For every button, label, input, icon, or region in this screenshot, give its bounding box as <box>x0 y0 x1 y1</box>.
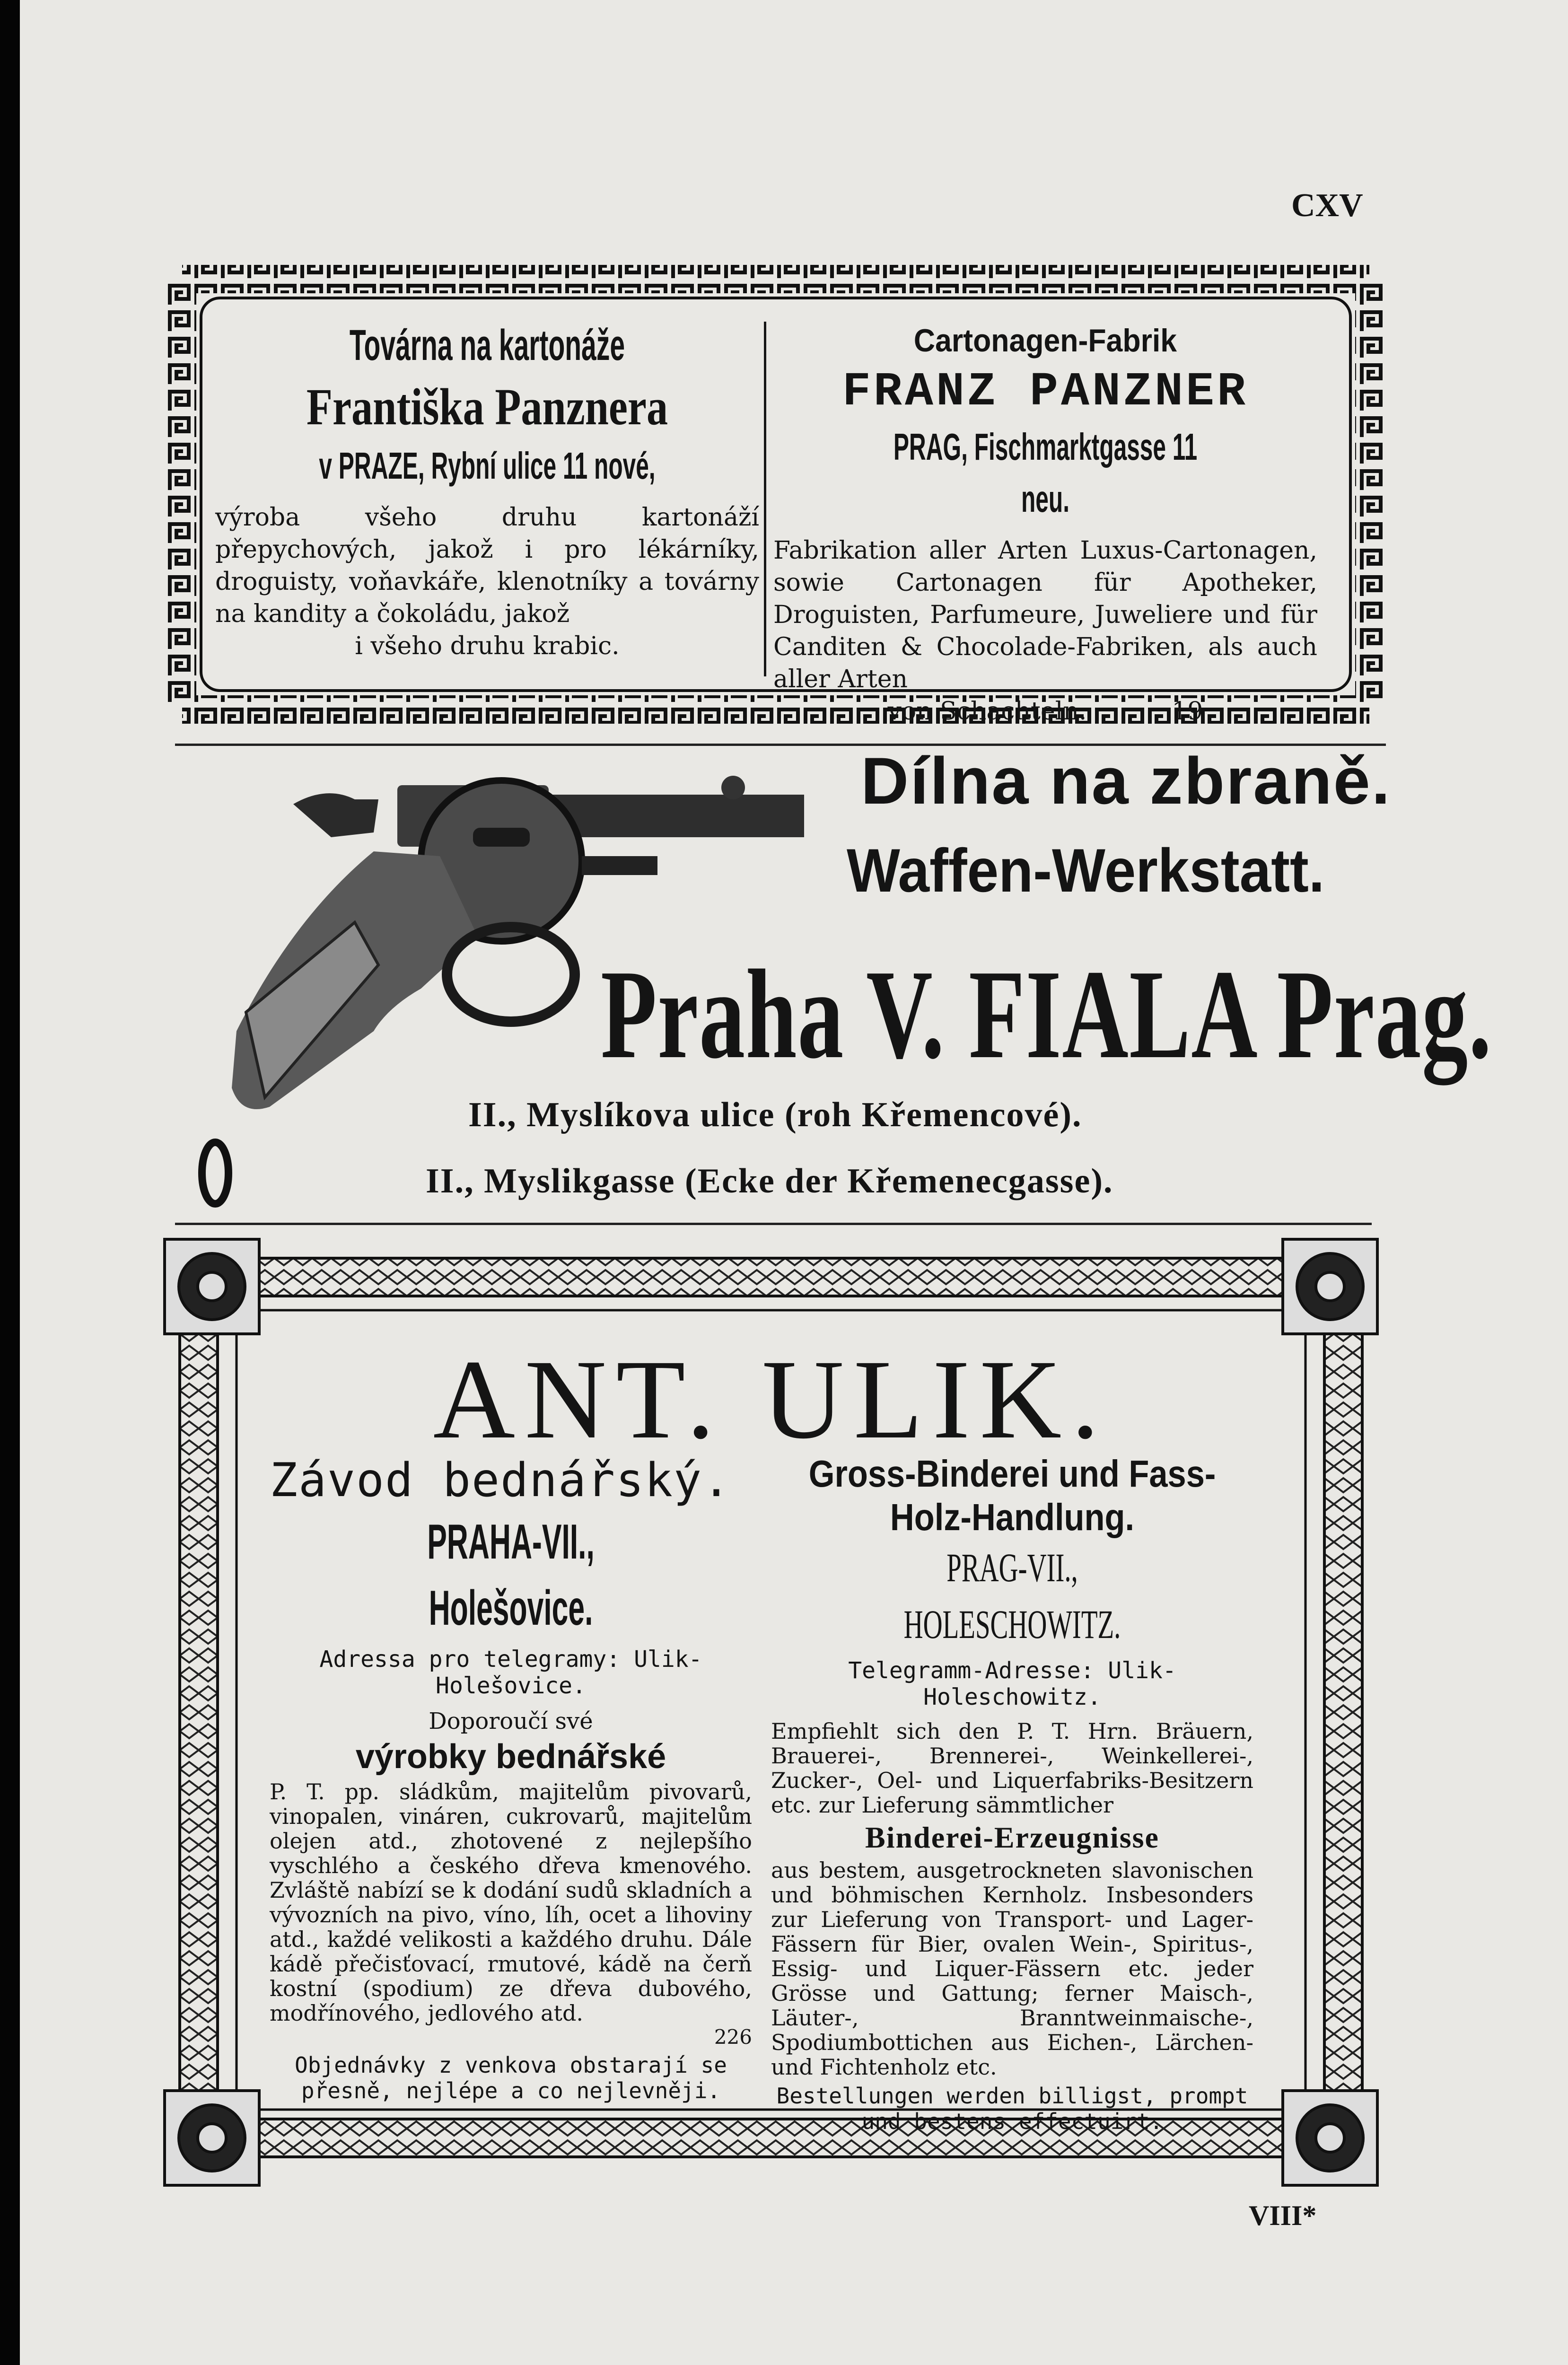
ad1-cz-body-end: i všeho druhu krabic. <box>355 632 620 660</box>
ad3-name: ANT. ULIK. <box>433 1336 1109 1462</box>
ad1-cz-body <box>215 501 759 662</box>
ad1-cz-address: v PRAZE, Rybní ulice 11 nové, <box>319 445 656 487</box>
ad3-cz-telegram: Adressa pro telegramy: Ulik-Holešovice. <box>319 1646 702 1699</box>
ad3-cz-number: 226 <box>714 2025 752 2049</box>
ad1-number: 19 <box>1172 697 1203 726</box>
ad3-de-body: aus bestem, ausgetrockneten slavonischen und böhmischen Kernholz. Insbesonders zur Lieferung von Transport- und Lager-Fässern für Bier, ovalen Wein-, Spiritus-, Essig- und Liquer-Fässern etc. jeder Grösse und Gattung; ferner Maisch-, Läuter-, Branntweinmaische-, Spodiumbottichen aus Eichen-, Lärchen- und Fichtenholz etc. <box>771 1857 1253 2080</box>
ad3-cz-footer: Objednávky z venkova obstarají se přesně, nejlépe a co nejlevněji. <box>295 2052 727 2103</box>
ad3-de-products: Binderei-Erzeugnisse <box>865 1821 1159 1854</box>
ad3-de-intro: Empfiehlt sich den P. T. Hrn. Bräuern, Brauerei-, Brennerei-, Weinkellerei-, Zucker-, Oel- und Liquerfabriks-Besitzern etc. zur Lieferung sämmtlicher <box>771 1718 1253 1818</box>
ad3-de-telegram: Telegramm-Adresse: Ulik-Holeschowitz. <box>848 1657 1176 1710</box>
ad1-cz-body-text: výroba všeho druhu kartonáží přepychových, jakož i pro lékárníky, droguisty, voňavkáře, klenotníky a továrny na kandity a čokoládu, jakož <box>215 503 759 628</box>
scan-left-edge <box>0 0 20 2365</box>
ad3-cz-body: P. T. pp. sládkům, majitelům pivovarů, vinopalen, vináren, cukrovarů, majitelům olejen atd., zhotovené z nejlepšího vyschlého a českého dřeva kmenového. Zvláště nabízí se k dodání sudů skladních a vývozních na pivo, víno, líh, ocet a lihoviny atd., každé velikosti a každého druhu. Dále kádě přečisťovací, rmutové, kádě na čerň kostní (spodium) ze dřeva dubového, modřínového, jedlového atd. <box>270 1779 752 2026</box>
ad3-cz-products: výrobky bednářské <box>355 1738 666 1776</box>
page-number-bottom: VIII* <box>1249 2200 1317 2231</box>
ad1-de-body-end-line <box>773 695 1317 727</box>
column-divider <box>764 322 766 676</box>
ad2-address-cz: II., Myslíkova ulice (roh Křemencové). <box>468 1095 1082 1134</box>
ad2-title-de: Waffen-Werkstatt. <box>847 836 1325 905</box>
ad1-de-body-end: von Schachteln. <box>887 697 1087 726</box>
ad3-cz-heading: Závod bednářský. <box>270 1454 732 1507</box>
ad2-address-de: II., Myslikgasse (Ecke der Křemenecgasse). <box>426 1162 1113 1200</box>
ad1-de-name: FRANZ PANZNER <box>842 366 1249 419</box>
ad3-cz-recommend: Doporoučí své <box>429 1708 593 1734</box>
ad2-name: Praha V. FIALA Prag. <box>601 944 1492 1085</box>
ad1-de-body <box>773 534 1317 727</box>
ad2-title-cz: Dílna na zbraně. <box>861 744 1392 818</box>
ad1-cz-name: Františka Panznera <box>306 378 668 436</box>
ad3-german-column <box>771 1452 1253 2134</box>
ad3-cz-location: PRAHA-VII., Holešovice. <box>427 1515 595 1636</box>
ad1-de-body-text: Fabrikation aller Arten Luxus-Cartonagen, sowie Cartonagen für Apotheker, Droguisten, Parfumeure, Juweliere und für Canditen & Chocolade-Fabriken, als auch aller Arten <box>773 536 1317 693</box>
ad-kartonaze <box>168 255 1384 733</box>
page-number-top: CXV <box>1291 187 1363 224</box>
ad1-cz-title: Továrna na kartonáže <box>349 321 625 369</box>
ad1-czech-column <box>215 317 759 662</box>
ad3-czech-column <box>270 1452 752 2103</box>
ad1-german-column <box>773 317 1317 727</box>
ad3-de-heading: Gross-Binderei und Fass-Holz-Handlung. <box>808 1453 1216 1538</box>
ad3-de-footer: Bestellungen werden billigst, prompt und bestens effectuirt. <box>776 2083 1248 2134</box>
ad-ulik <box>161 1230 1381 2195</box>
ad3-de-location: PRAG-VII., HOLESCHOWITZ. <box>903 1545 1121 1647</box>
ad1-de-title: Cartonagen-Fabrik <box>913 323 1177 359</box>
separator-rule-2 <box>175 1223 1372 1225</box>
ad1-de-address: PRAG, Fischmarktgasse 11 neu. <box>893 426 1198 520</box>
